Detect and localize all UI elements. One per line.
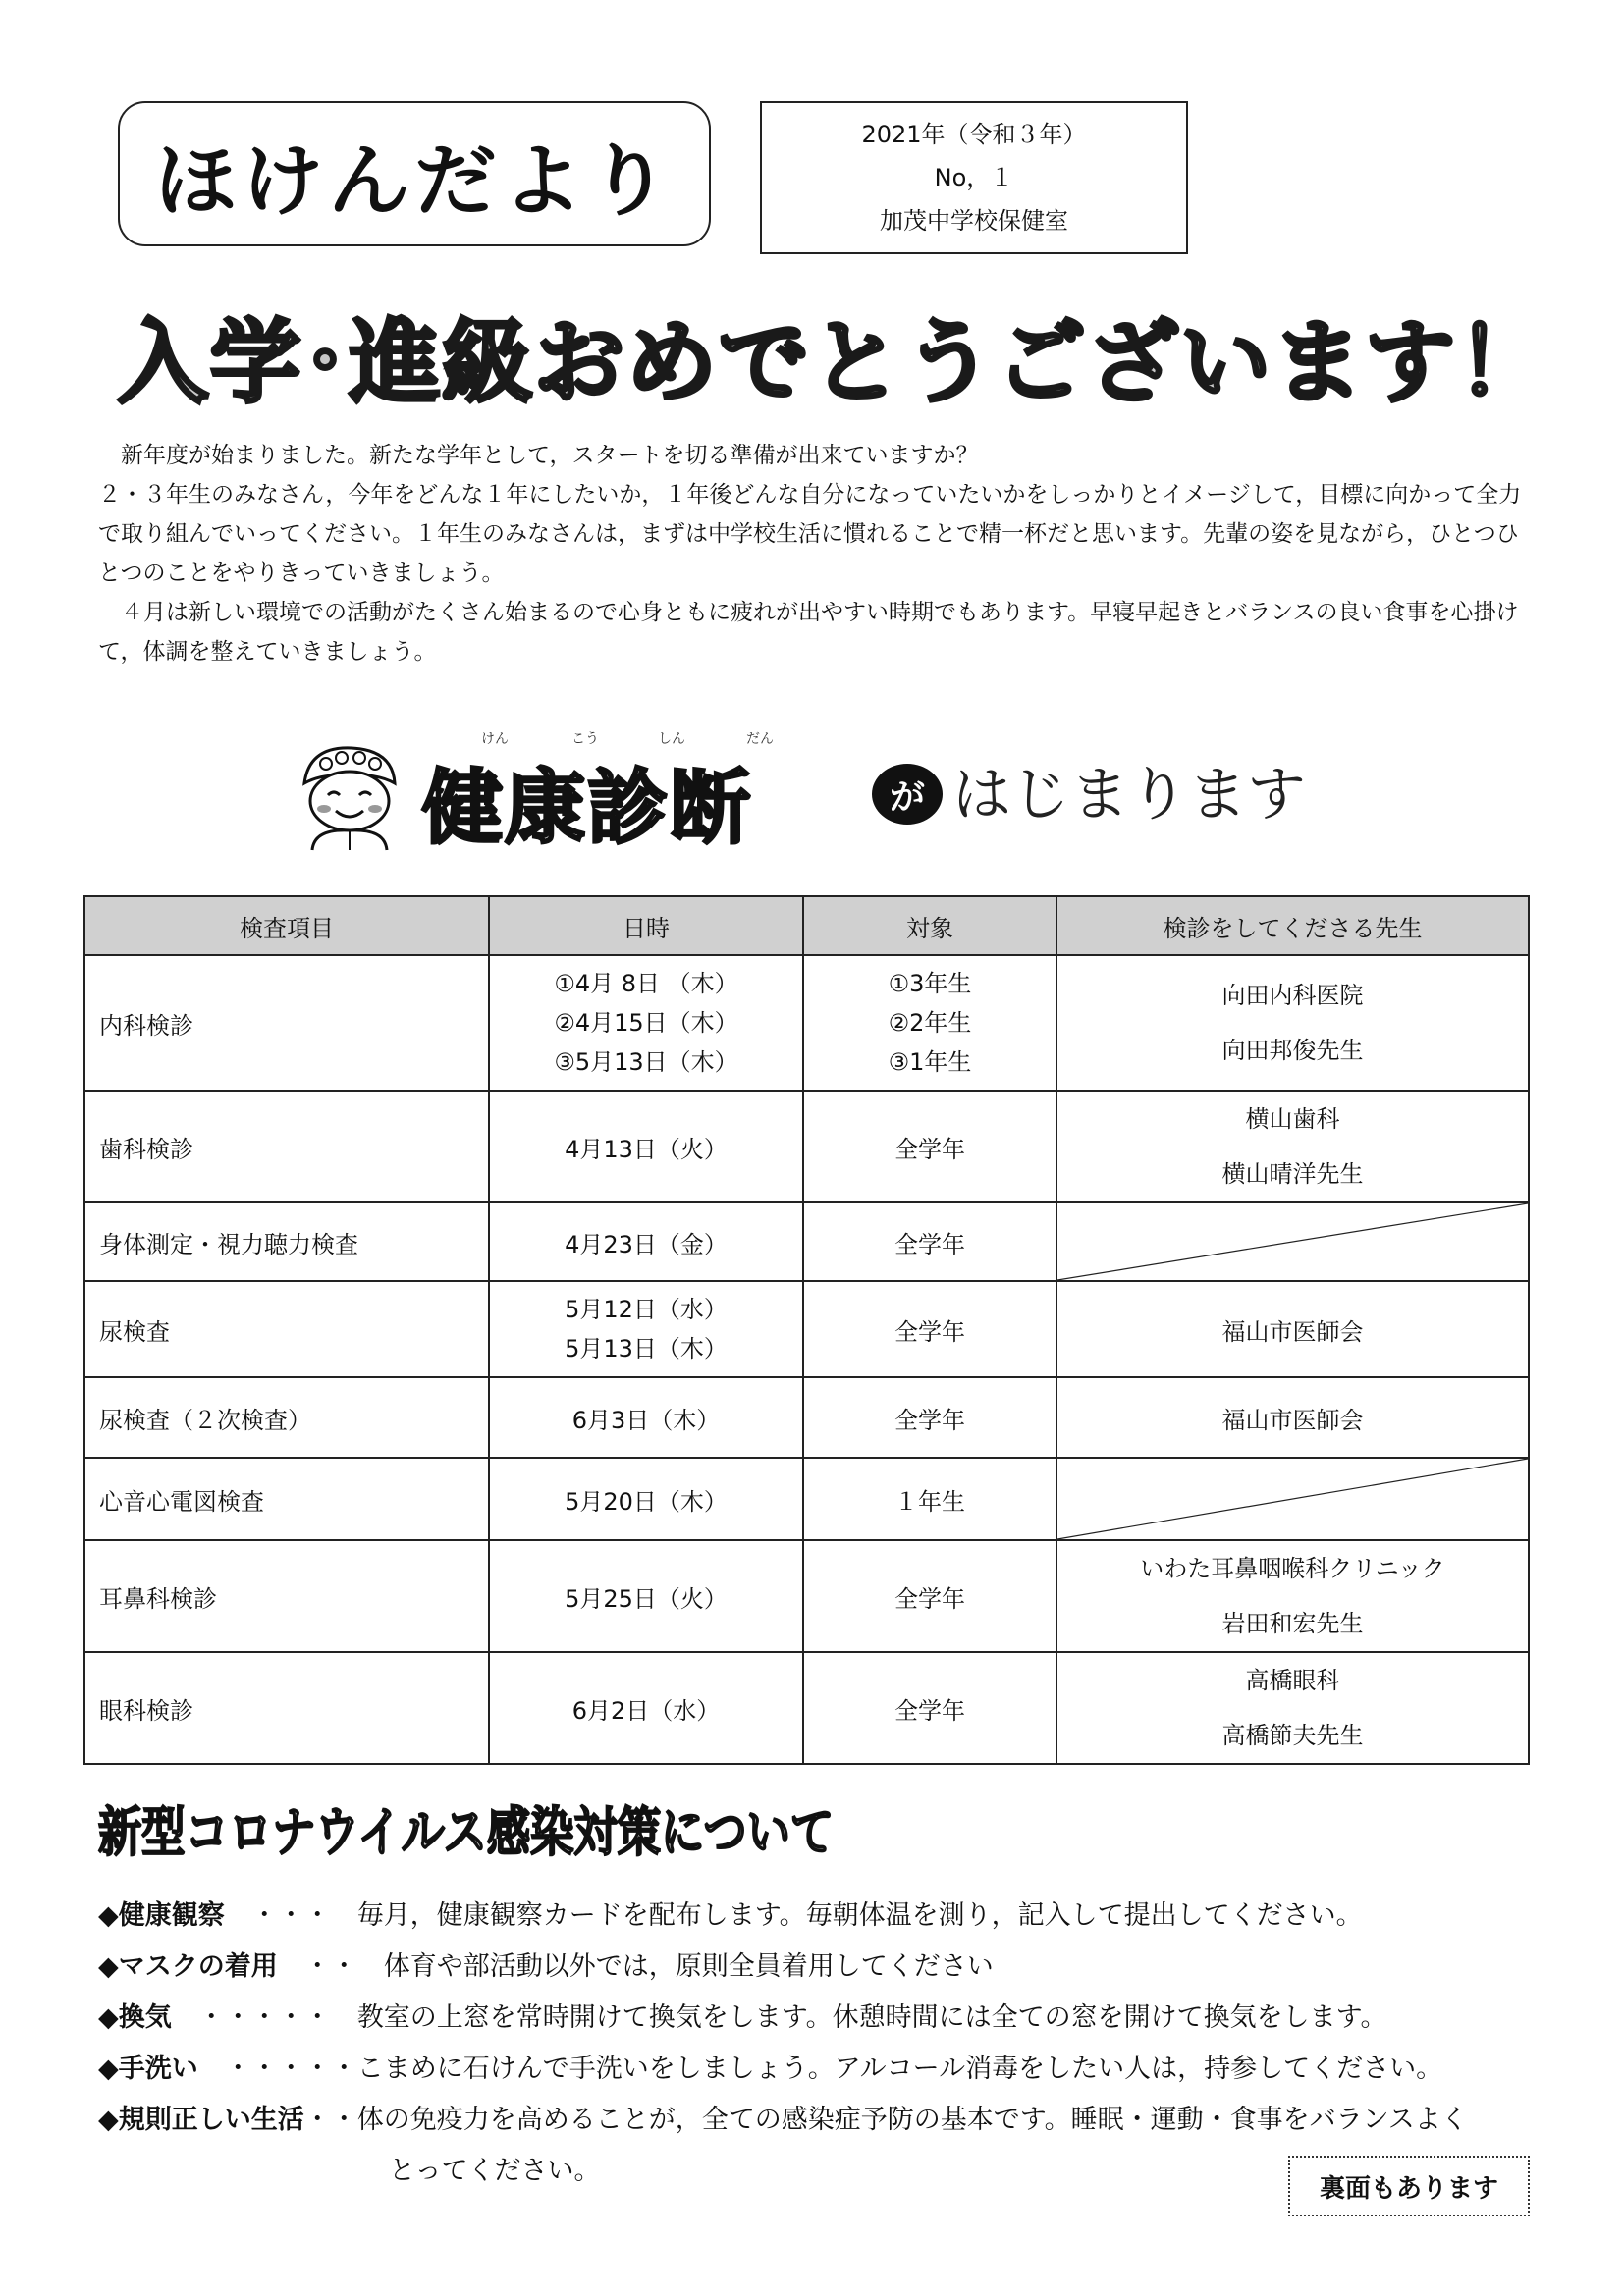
exam-target: 全学年: [803, 1540, 1056, 1652]
diagonal-line: [1057, 1203, 1528, 1280]
intro-paragraph: ２・３年生のみなさん，今年をどんな１年にしたいか，１年後どんな自分になっていたいかをしっかりとイメージして，目標に向かって全力で取り組んでいってください。１年生のみなさんは，まずは中学校生活に慣れることで精一杯だと思います。先輩の姿を見ながら，ひとつひとつのことをやりきっていきましょう。: [98, 482, 1522, 586]
rule-dots: ・・: [277, 1951, 384, 1982]
table-row: [84, 1540, 1529, 1652]
health-check-title: 健康診断: [422, 762, 753, 855]
rule-text: こまめに石けんで手洗いをしましょう。アルコール消毒をしたい人は，持参してください。: [356, 2054, 1443, 2084]
rule-item: [98, 1942, 1532, 1993]
table-row: [84, 1458, 1529, 1540]
exam-item: 尿検査（２次検査）: [84, 1377, 489, 1458]
rule-dots: ・・: [303, 2105, 357, 2135]
table-header-row: [84, 896, 1529, 955]
back-page-note: 裏面もあります: [1288, 2156, 1530, 2216]
health-check-heading: [285, 726, 1365, 864]
rule-label: ◆健康観察: [98, 1900, 225, 1931]
corona-rules-list: [98, 1891, 1532, 2197]
exam-target: 全学年: [803, 1281, 1056, 1377]
exam-item: 身体測定・視力聴力検査: [84, 1202, 489, 1281]
rule-dots: ・・・・・: [171, 2002, 357, 2033]
intro-paragraph: 新年度が始まりました。新たな学年として，スタートを切る準備が出来ていますか？: [98, 443, 979, 468]
rule-label: ◆規則正しい生活: [98, 2105, 304, 2135]
no-doctor-cell: [1056, 1202, 1529, 1281]
issue-number: No，１: [934, 164, 1014, 191]
exam-date: 4月13日（火）: [489, 1091, 803, 1202]
exam-target: ②2年生: [888, 1009, 972, 1037]
intro-text: [98, 436, 1538, 671]
rule-item: [98, 1891, 1532, 1942]
exam-target: 全学年: [803, 1377, 1056, 1458]
intro-paragraph: ４月は新しい環境での活動がたくさん始まるので心身ともに疲れが出やすい時期でもあります。早寝早起きとバランスの良い食事を心掛けて，体調を整えていきましょう。: [98, 600, 1519, 665]
exam-item: 心音心電図検査: [84, 1458, 489, 1540]
exam-item: 尿検査: [84, 1281, 489, 1377]
rule-item: [98, 2095, 1532, 2146]
corona-section-heading: 新型コロナウイルス感染対策について: [98, 1801, 835, 1863]
exam-target: １年生: [803, 1458, 1056, 1540]
exam-item: 内科検診: [84, 955, 489, 1091]
exam-schedule-table: [83, 895, 1530, 1765]
exam-doctor: 福山市医師会: [1056, 1377, 1529, 1458]
ruby-shin: しん: [658, 731, 685, 747]
rule-text: 教室の上窓を常時開けて換気をします。休憩時間には全ての窓を開けて換気をします。: [356, 2002, 1387, 2033]
exam-target: 全学年: [803, 1652, 1056, 1764]
ruby-ken: けん: [481, 731, 509, 747]
rule-dots: ・・・・・: [197, 2054, 357, 2084]
issue-school: 加茂中学校保健室: [880, 207, 1068, 235]
nurse-illustration-icon: [285, 736, 412, 854]
exam-target: ①3年生: [888, 970, 972, 997]
exam-doctor: 向田内科医院: [1221, 982, 1364, 1009]
exam-date: ②4月15日（木）: [554, 1009, 738, 1037]
table-row: [84, 1091, 1529, 1202]
exam-doctor: 福山市医師会: [1056, 1281, 1529, 1377]
exam-doctor: 高橋節夫先生: [1221, 1722, 1364, 1749]
rule-text: 毎月，健康観察カードを配布します。毎朝体温を測り，記入して提出してください。: [356, 1900, 1363, 1931]
header-date: 日時: [489, 896, 803, 955]
rule-label: ◆手洗い: [98, 2054, 198, 2084]
exam-doctor: 横山晴洋先生: [1221, 1160, 1364, 1188]
ruby-dan: だん: [746, 731, 774, 747]
rule-text: 体育や部活動以外では，原則全員着用してください: [383, 1951, 994, 1982]
newsletter-title: ほけんだより: [154, 134, 675, 227]
table-row: [84, 1652, 1529, 1764]
exam-date: 4月23日（金）: [489, 1202, 803, 1281]
newsletter-title-box: [118, 101, 711, 246]
health-check-subtitle: はじまります: [952, 761, 1306, 829]
exam-doctor: いわた耳鼻咽喉科クリニック: [1140, 1555, 1445, 1582]
health-check-particle: が: [872, 764, 943, 825]
table-row: [84, 1202, 1529, 1281]
no-doctor-cell: [1056, 1458, 1529, 1540]
header-doctor: 検診をしてくださる先生: [1056, 896, 1529, 955]
ruby-kou: こう: [571, 731, 599, 747]
exam-date: 6月3日（木）: [489, 1377, 803, 1458]
rule-continuation: とってください。: [389, 2156, 601, 2186]
header-target: 対象: [803, 896, 1056, 955]
exam-doctor: 横山歯科: [1245, 1105, 1340, 1133]
table-row: [84, 955, 1529, 1091]
issue-year: 2021年（令和３年）: [861, 121, 1087, 148]
rule-label: ◆換気: [98, 2002, 172, 2033]
exam-date: 5月13日（木）: [565, 1335, 728, 1362]
exam-doctor: 高橋眼科: [1245, 1667, 1340, 1694]
exam-date: ①4月 8日 （木）: [554, 970, 738, 997]
exam-item: 眼科検診: [84, 1652, 489, 1764]
exam-date: ③5月13日（木）: [554, 1048, 738, 1076]
exam-date: 5月25日（火）: [489, 1540, 803, 1652]
diagonal-line: [1057, 1459, 1528, 1539]
exam-target: ③1年生: [888, 1048, 972, 1076]
table-row: [84, 1377, 1529, 1458]
exam-item: 歯科検診: [84, 1091, 489, 1202]
rule-item: [98, 2044, 1532, 2095]
rule-text: 体の免疫力を高めることが，全ての感染症予防の基本です。睡眠・運動・食事をバランスよく: [356, 2105, 1468, 2135]
exam-date: 5月20日（木）: [489, 1458, 803, 1540]
table-row: [84, 1281, 1529, 1377]
rule-item: [98, 1993, 1532, 2044]
header-exam-item: 検査項目: [84, 896, 489, 955]
exam-date: 6月2日（水）: [489, 1652, 803, 1764]
exam-doctor: 向田邦俊先生: [1221, 1037, 1364, 1064]
rule-label: ◆マスクの着用: [98, 1951, 278, 1982]
congratulations-banner: 入学･進級おめでとうございます！: [118, 310, 1550, 415]
exam-target: 全学年: [803, 1202, 1056, 1281]
exam-target: 全学年: [803, 1091, 1056, 1202]
exam-item: 耳鼻科検診: [84, 1540, 489, 1652]
exam-date: 5月12日（水）: [565, 1296, 728, 1323]
exam-doctor: 岩田和宏先生: [1221, 1610, 1364, 1637]
rule-dots: ・・・: [224, 1900, 357, 1931]
issue-info-box: [760, 101, 1188, 254]
